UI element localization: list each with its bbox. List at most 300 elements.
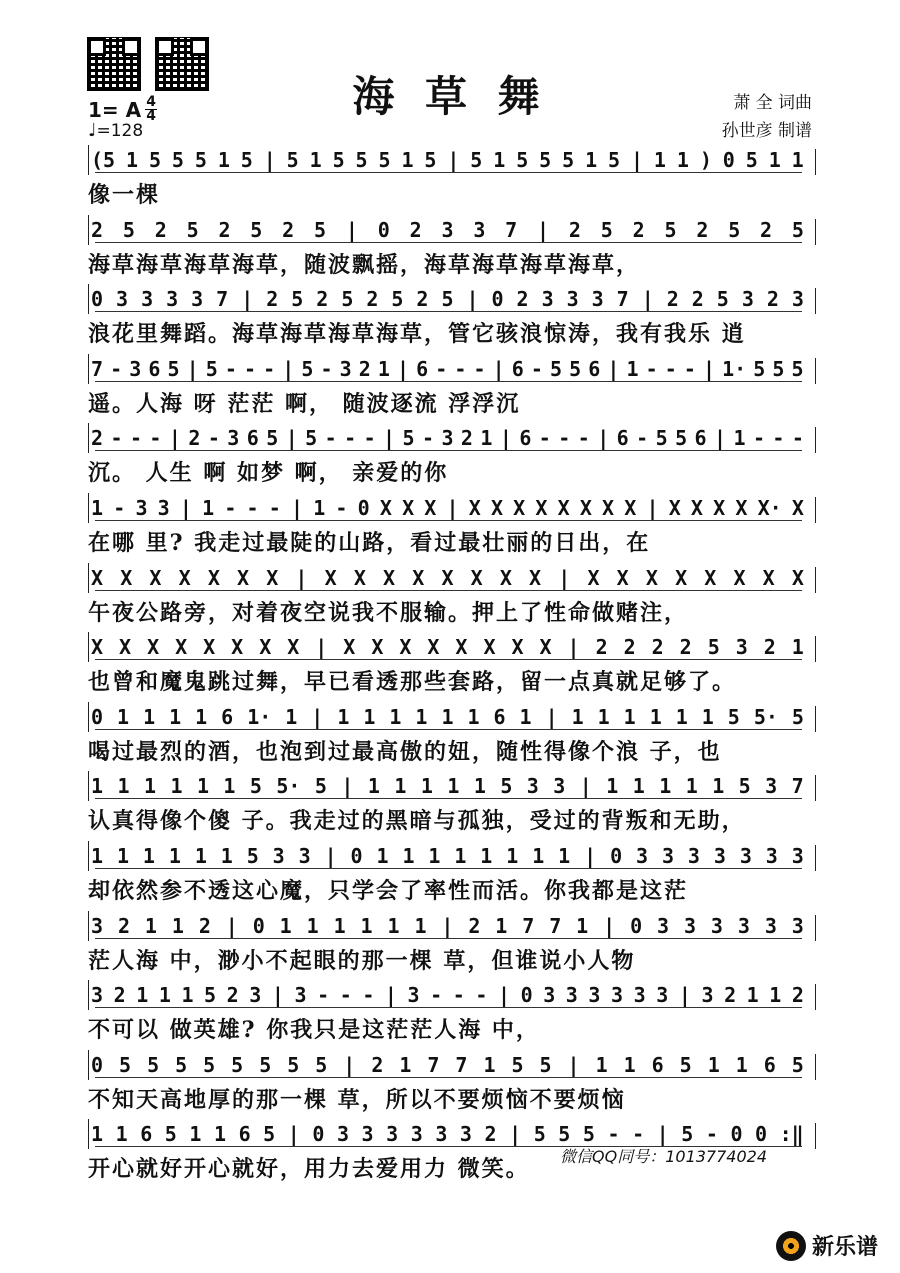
bar-line: |: [703, 356, 716, 381]
note-token: 3: [441, 426, 454, 451]
note-token: 1: [401, 148, 414, 172]
note-token: 5: [314, 774, 327, 799]
note-token: 0: [755, 1122, 768, 1147]
note-token: 3: [741, 287, 754, 312]
beam-underline: [95, 381, 802, 382]
beam-underline: [95, 868, 802, 869]
bar-line: |: [603, 913, 616, 938]
note-token: X: [412, 565, 425, 590]
note-token: 5: [287, 1052, 300, 1077]
note-token: 6: [763, 1052, 776, 1077]
note-token: 3: [407, 983, 420, 1008]
note-token: X: [379, 496, 392, 520]
note-token: X: [762, 565, 775, 590]
note-token: 1: [220, 844, 233, 868]
note-token: 1: [91, 496, 104, 520]
note-token: 5: [175, 1052, 188, 1077]
note-token: 1: [143, 704, 156, 729]
key-label: 1= A: [88, 97, 142, 122]
bar-line: |: [290, 496, 304, 520]
note-token: 3: [294, 983, 307, 1008]
note-token: X: [383, 565, 396, 590]
note-token: X: [704, 565, 717, 590]
score-row: [88, 493, 816, 563]
note-token: 5: [204, 983, 217, 1008]
bar-line: |: [656, 1122, 669, 1147]
note-token: -: [207, 426, 220, 451]
note-token: 2: [760, 217, 773, 242]
note-token: -: [607, 1122, 620, 1147]
note-token: 2: [691, 287, 704, 312]
note-token: X: [735, 496, 748, 520]
note-token: 3: [473, 217, 486, 242]
bar-line: |: [287, 1122, 300, 1147]
note-token: 1: [733, 426, 746, 451]
note-token: X: [207, 565, 220, 590]
beam-underline: [95, 1007, 802, 1008]
note-token: 0: [312, 1122, 325, 1147]
note-token: X: [353, 565, 366, 590]
bar-line: |: [179, 496, 192, 520]
notation-line: [88, 702, 816, 732]
note-token: 3: [135, 496, 148, 520]
note-token: 5: [424, 148, 437, 172]
note-token: 2: [282, 217, 295, 242]
note-token: 3: [116, 287, 129, 312]
note-token: -: [752, 426, 765, 451]
note-token: 5: [286, 148, 299, 172]
brand-logo: [776, 1230, 878, 1261]
note-token: 3: [791, 287, 804, 312]
score-row: [88, 423, 816, 493]
note-token: X: [231, 635, 244, 660]
note-token: 2: [188, 426, 201, 451]
note-token: -: [473, 356, 486, 381]
notation-line: [88, 354, 816, 384]
note-token: 3: [611, 983, 624, 1008]
note-token: 2: [595, 635, 608, 660]
note-token: 5: [194, 148, 207, 172]
note-token: 5: [791, 217, 804, 242]
note-token: 2: [198, 913, 211, 938]
bar-line: |: [714, 426, 727, 451]
beam-underline: [95, 798, 802, 799]
bar-line: |: [315, 635, 328, 660]
note-token: 1: [791, 635, 804, 660]
note-token: 1: [196, 774, 209, 799]
tempo-value: =128: [96, 121, 144, 141]
note-token: -: [530, 356, 543, 381]
note-token: 1: [712, 774, 725, 799]
note-token: 3: [735, 635, 748, 660]
note-token: 3: [191, 287, 204, 312]
score-row: [88, 980, 816, 1050]
note-token: X: [455, 635, 468, 660]
bar-line: |: [168, 426, 181, 451]
note-token: 5: [608, 148, 621, 172]
note-token: 5·: [276, 774, 301, 799]
note-token: 2: [516, 287, 529, 312]
note-token: 3: [410, 1122, 423, 1147]
note-token: 5: [738, 774, 751, 799]
note-token: 2: [724, 983, 737, 1008]
song-title: 海 草 舞: [352, 72, 548, 121]
note-token: 5: [250, 217, 263, 242]
note-token: 5: [341, 287, 354, 312]
note-token: 7: [427, 1052, 440, 1077]
note-token: 3: [441, 217, 454, 242]
note-token: 1: [585, 148, 598, 172]
note-token: 1: [623, 704, 636, 729]
notation-line: [88, 911, 816, 941]
note-token: 6: [588, 356, 601, 381]
note-token: X: [513, 496, 526, 520]
note-token: 5: [301, 356, 314, 381]
note-token: X: [424, 496, 437, 520]
score-row: [88, 563, 816, 633]
note-token: 6: [246, 426, 259, 451]
notation-line: [88, 493, 816, 523]
beam-underline: [95, 520, 802, 521]
lyric-line: 却依然参不透这心魔，只学会了率性而活。你我都是这茫: [88, 878, 689, 904]
note-token: 1: [126, 148, 139, 172]
bar-line: |: [497, 983, 511, 1008]
note-token: -: [683, 356, 696, 381]
notation-text: [91, 145, 804, 175]
note-token: 5: [500, 774, 513, 799]
note-token: 3: [683, 913, 697, 938]
note-token: 3: [227, 426, 240, 451]
note-token: 5: [681, 1122, 694, 1147]
note-token: 1: [169, 704, 182, 729]
note-token: X: [287, 635, 300, 660]
bar-line: |: [397, 356, 410, 381]
quarter-note-icon: ♩: [88, 120, 97, 141]
beam-underline: [95, 242, 802, 243]
note-token: 3: [765, 774, 778, 799]
bar-line: |: [567, 635, 580, 660]
bar-line: |: [584, 844, 597, 868]
note-token: X: [539, 635, 552, 660]
note-token: 2: [266, 287, 279, 312]
note-token: 1: [701, 704, 714, 729]
notation-line: [88, 284, 816, 314]
note-token: 2: [366, 287, 379, 312]
note-token: -: [317, 983, 330, 1008]
note-token: 1: [376, 844, 389, 868]
note-token: 3: [272, 844, 285, 868]
notation-line: [88, 841, 816, 871]
note-token: 1: [707, 1052, 720, 1077]
note-token: 5: [679, 1052, 692, 1077]
note-token: 5: [266, 426, 279, 451]
note-token: X: [535, 496, 548, 520]
note-token: 1: [473, 774, 486, 799]
bar-line: |: [607, 356, 620, 381]
key-signature: [88, 96, 157, 123]
note-token: 7: [616, 287, 629, 312]
notation-line: [88, 632, 816, 662]
note-token: 1: [676, 148, 689, 172]
note-token: 1: [576, 913, 589, 938]
note-token: 1: [735, 1052, 748, 1077]
note-token: 5: [259, 1052, 272, 1077]
bar-line: |: [241, 287, 254, 312]
bar-line: |: [383, 426, 396, 451]
note-token: 5: [263, 1122, 276, 1147]
note-token: 2: [154, 217, 167, 242]
note-token: 5: [246, 844, 259, 868]
note-token: X: [120, 565, 133, 590]
note-token: 5: [305, 426, 318, 451]
note-token: 3: [765, 844, 778, 868]
note-token: 2: [416, 287, 429, 312]
bar-line: |: [225, 913, 238, 938]
note-token: 3: [633, 983, 646, 1008]
note-token: :‖: [779, 1122, 804, 1147]
notation-line: [88, 215, 816, 245]
lyric-line: 午夜公路旁，对着夜空说我不服输。押上了性命做赌注，: [88, 599, 689, 626]
note-token: 3: [687, 844, 700, 868]
note-token: 2: [468, 913, 481, 938]
lyric-line: 浪花里舞蹈。海草海草海草海草，管它骇浪惊涛，我有我乐 逍: [88, 321, 746, 348]
note-token: 0: [91, 287, 104, 312]
score-row: [88, 284, 816, 354]
bar-line: |: [630, 148, 644, 172]
beam-underline: [95, 1077, 802, 1078]
note-token: 1: [454, 844, 467, 868]
note-token: (5: [91, 148, 116, 172]
note-token: X: [324, 565, 337, 590]
score-row: [88, 354, 816, 424]
note-token: 2: [651, 635, 664, 660]
note-token: 1: [480, 426, 493, 451]
note-token: 1: [414, 913, 427, 938]
note-token: 5: [550, 356, 563, 381]
bar-line: |: [499, 426, 512, 451]
note-token: X: [645, 565, 658, 590]
note-token: 1: [519, 704, 532, 729]
note-token: 1: [768, 148, 781, 172]
note-token: X: [91, 635, 104, 660]
score-row: [88, 771, 816, 841]
note-token: 0: [730, 1122, 743, 1147]
lyric-line: 遥。人海 呀 茫茫 啊， 随波逐流 浮浮沉: [88, 390, 521, 417]
note-token: 1·: [722, 356, 747, 381]
note-token: 5: [772, 356, 785, 381]
note-token: 1: [313, 496, 326, 520]
note-token: 1: [377, 356, 390, 381]
note-token: X·: [757, 496, 782, 520]
note-token: 3: [361, 1122, 374, 1147]
note-token: 1: [675, 704, 688, 729]
bar-line: |: [567, 1052, 580, 1077]
note-token: 3: [764, 913, 777, 938]
note-token: 2: [316, 287, 329, 312]
note-token: 1: [480, 844, 493, 868]
note-token: 3: [565, 983, 578, 1008]
notation-text: [91, 632, 804, 662]
note-token: 3: [435, 1122, 448, 1147]
note-token: -: [772, 426, 785, 451]
note-token: 5: [148, 148, 161, 172]
note-token: X: [579, 496, 592, 520]
note-token: X: [616, 565, 629, 590]
bar-line: |: [678, 983, 691, 1008]
note-token: -: [636, 426, 649, 451]
note-token: 2: [91, 426, 104, 451]
note-token: 1: [415, 704, 428, 729]
note-token: 1: [189, 1122, 202, 1147]
bar-line: |: [492, 356, 505, 381]
note-token: 7: [522, 913, 535, 938]
note-token: 3: [336, 1122, 349, 1147]
note-token: 5·: [753, 704, 778, 729]
note-token: 0: [252, 913, 265, 938]
note-token: 1: [171, 913, 184, 938]
note-token: X: [624, 496, 637, 520]
note-token: 3: [657, 913, 670, 938]
bar-line: |: [441, 913, 454, 938]
note-token: -: [362, 983, 375, 1008]
bar-line: |: [537, 217, 550, 242]
note-token: 5: [164, 1122, 177, 1147]
note-token: X: [675, 565, 688, 590]
bar-line: |: [466, 287, 479, 312]
note-token: X: [529, 565, 542, 590]
note-token: 5: [314, 217, 327, 242]
note-token: X: [668, 496, 681, 520]
note-token: 1: [402, 844, 415, 868]
notation-line: [88, 563, 816, 593]
score-row: [88, 702, 816, 772]
note-token: 3: [459, 1122, 472, 1147]
note-token: 2: [791, 983, 804, 1008]
note-token: 1: [117, 774, 130, 799]
note-token: X: [499, 565, 512, 590]
note-token: 1: [360, 913, 373, 938]
note-token: 1: [194, 844, 207, 868]
note-token: 1: [571, 704, 584, 729]
bar-line: |: [186, 356, 199, 381]
note-token: 2: [679, 635, 692, 660]
note-token: X: [468, 496, 481, 520]
lyric-line: 在哪 里? 我走过最陡的山路，看过最壮丽的日出，在: [88, 530, 651, 556]
note-token: 2: [371, 1052, 384, 1077]
note-token: 2: [568, 217, 581, 242]
score-row: [88, 1050, 816, 1120]
lyric-line: 开心就好开心就好，用力去爱用力 微笑。: [88, 1156, 530, 1183]
note-token: X: [791, 565, 804, 590]
note-token: 3: [339, 356, 352, 381]
note-token: 1: [309, 148, 322, 172]
notation-text: [91, 702, 804, 732]
note-token: 5: [791, 704, 804, 729]
notation-line: [88, 145, 816, 175]
note-token: 5: [171, 148, 184, 172]
note-token: 2: [460, 426, 473, 451]
note-token: 6: [221, 704, 234, 729]
note-token: 7: [91, 356, 104, 381]
note-token: -: [454, 356, 467, 381]
note-token: 3: [710, 913, 723, 938]
time-bottom: 4: [146, 108, 156, 124]
note-token: 2: [766, 287, 779, 312]
note-token: 5: [203, 1052, 216, 1077]
note-token: -: [430, 983, 443, 1008]
note-token: 5: [562, 148, 575, 172]
note-token: 0: [722, 148, 735, 172]
time-top: 4: [146, 94, 156, 110]
score-row: [88, 841, 816, 911]
note-token: -: [335, 496, 348, 520]
note-token: X: [203, 635, 216, 660]
note-token: 3: [141, 287, 154, 312]
note-token: 3: [701, 983, 714, 1008]
notation-line: [88, 980, 816, 1010]
note-token: 5: [655, 426, 668, 451]
bar-line: |: [597, 426, 610, 451]
note-token: 5: [558, 1122, 571, 1147]
note-token: 7: [216, 287, 229, 312]
note-token: 1: [606, 774, 619, 799]
note-token: 2: [226, 983, 239, 1008]
note-token: 5: [122, 217, 135, 242]
brand-name: 新乐谱: [811, 1235, 878, 1260]
note-token: 0: [91, 1052, 104, 1077]
note-token: -: [339, 983, 352, 1008]
composer-credit: 萧 全 词曲: [733, 93, 812, 113]
note-token: 1: [367, 774, 380, 799]
note-token: 1: [399, 1052, 412, 1077]
note-token: 5: [315, 1052, 328, 1077]
note-token: 1: [279, 913, 292, 938]
lyric-line: 不可以 做英雄? 你我只是这茫茫人海 中，: [88, 1017, 540, 1044]
note-token: 5: [240, 148, 253, 172]
note-token: 1: [285, 704, 298, 729]
note-token: X: [690, 496, 703, 520]
note-token: 1: [213, 1122, 227, 1147]
note-token: 3: [739, 844, 752, 868]
note-token: 3: [543, 983, 556, 1008]
note-token: X: [483, 635, 496, 660]
notation-line: [88, 771, 816, 801]
note-token: 2: [409, 217, 422, 242]
note-token: 1: [420, 774, 433, 799]
note-token: 1: [91, 844, 104, 868]
vinyl-disc-icon: [776, 1231, 806, 1261]
note-token: -: [224, 356, 237, 381]
note-token: 1: [144, 913, 157, 938]
bar-line: |: [324, 844, 337, 868]
note-token: 5: [147, 1052, 160, 1077]
note-token: 0: [610, 844, 623, 868]
beam-underline: [95, 450, 802, 451]
note-token: 5: [664, 217, 677, 242]
notation-text: [91, 1050, 804, 1080]
note-token: -: [244, 356, 257, 381]
note-token: -: [421, 426, 435, 451]
lyric-line: 也曾和魔鬼跳过舞，早已看透那些套路，留一点真就足够了。: [88, 669, 737, 696]
note-token: 5: [753, 356, 766, 381]
note-token: 5: [539, 148, 552, 172]
note-token: 0: [630, 913, 643, 938]
note-token: 1: [595, 1052, 608, 1077]
note-token: X: [149, 565, 162, 590]
note-token: 5: [205, 356, 218, 381]
note-token: 5: [511, 1052, 524, 1077]
note-token: 5: [332, 148, 345, 172]
